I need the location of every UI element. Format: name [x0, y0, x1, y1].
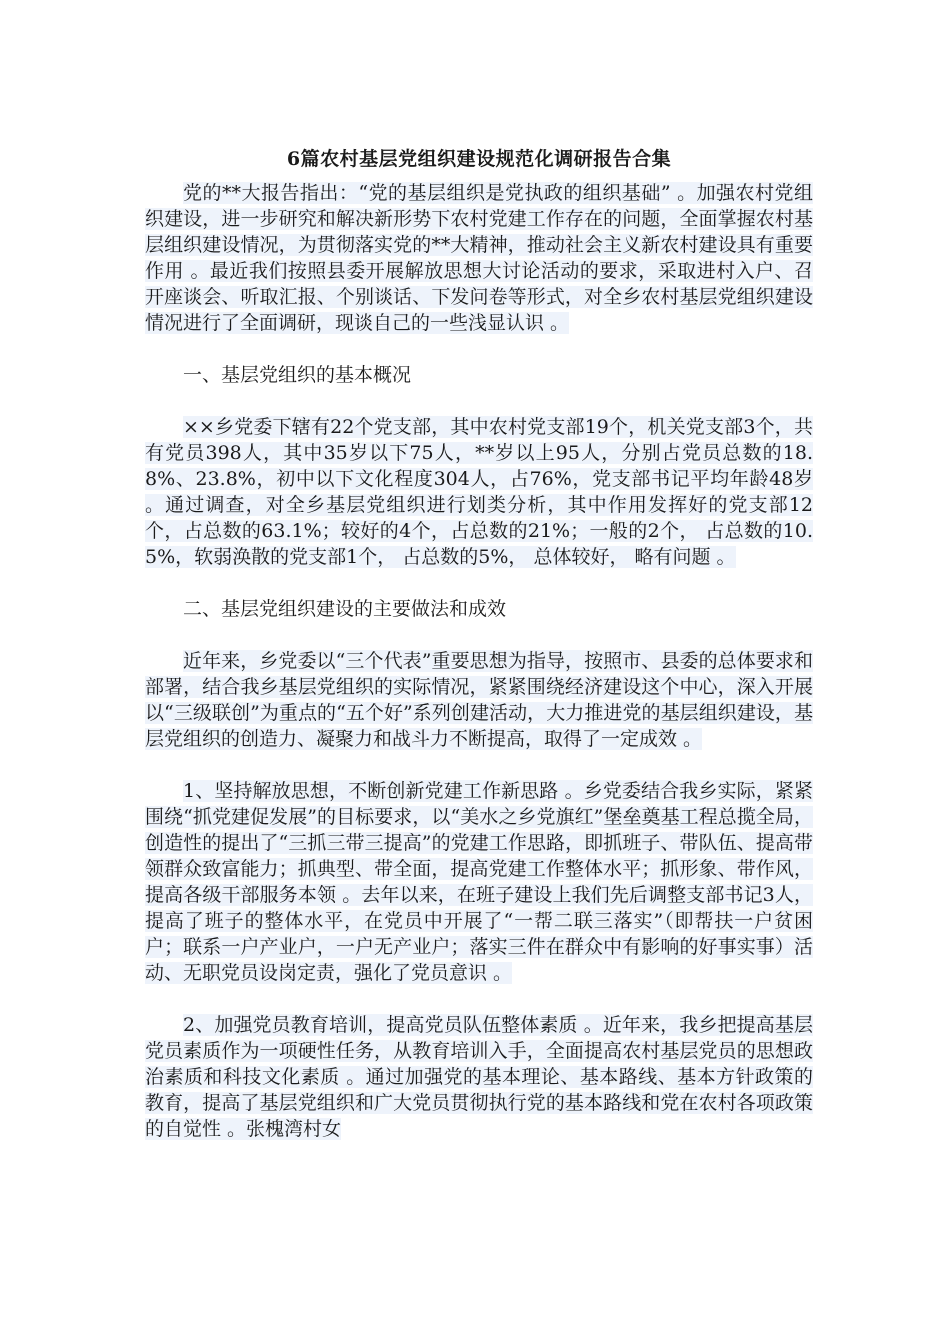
- paragraph-spacer: [145, 388, 813, 414]
- practice-paragraph: [145, 648, 813, 752]
- intro-paragraph: [145, 180, 813, 336]
- point-1-text: 1、坚持解放思想，不断创新党建工作新思路 。乡党委结合我乡实际，紧紧围绕“抓党建促发展”的目标要求，以“美水之乡党旗红”堡垒奠基工程总揽全局，创造性的提出了“三抓三带三提高”的党建工作思路，即抓班子、带队伍、提高带领群众致富能力；抓典型、带全面，提高党建工作整体水平；抓形象、带作风，提高各级干部服务本领 。去年以来，在班子建设上我们先后调整支部书记3人，提高了班子的整体水平，在党员中开展了“一帮二联三落实”（即帮扶一户贫困户；联系一户产业户，一户无产业户；落实三件在群众中有影响的好事实事）活动、无职党员设岗定责，强化了党员意识 。: [145, 780, 813, 984]
- section-heading-overview: 一、基层党组织的基本概况: [183, 364, 412, 386]
- document-page: [145, 140, 813, 1142]
- practice-text: 近年来，乡党委以“三个代表”重要思想为指导，按照市、县委的总体要求和部署，结合我乡基层党组织的实际情况，紧紧围绕经济建设这个中心，深入开展以“三级联创”为重点的“五个好”系列创建活动，大力推进党的基层组织建设，基层党组织的创造力、凝聚力和战斗力不断提高，取得了一定成效 。: [145, 650, 813, 750]
- paragraph-spacer: [145, 752, 813, 778]
- overview-text: ××乡党委下辖有22个党支部，其中农村党支部19个，机关党支部3个，共有党员398人，其中35岁以下75人，**岁以上95人，分别占党员总数的18.8%、23.8%，初中以下文化程度304人，占76%，党支部书记平均年龄48岁 。通过调查，对全乡基层党组织进行划类分析，其中作用发挥好的党支部12个，占总数的63.1%；较好的4个，占总数的21%；一般的2个， 占总数的10.5%，软弱涣散的党支部1个， 占总数的5%， 总体较好， 略有问题 。: [145, 416, 813, 568]
- overview-paragraph: [145, 414, 813, 570]
- paragraph-spacer: [145, 336, 813, 362]
- point-2-paragraph: [145, 1012, 813, 1142]
- paragraph-spacer: [145, 986, 813, 1012]
- intro-text: 党的**大报告指出：“党的基层组织是党执政的组织基础” 。加强农村党组织建设，进一步研究和解决新形势下农村党建工作存在的问题，全面掌握农村基层组织建设情况，为贯彻落实党的**大精神，推动社会主义新农村建设具有重要作用 。最近我们按照县委开展解放思想大讨论活动的要求，采取进村入户、召开座谈会、听取汇报、个别谈话、下发问卷等形式，对全乡农村基层党组织建设情况进行了全面调研，现谈自己的一些浅显认识 。: [145, 182, 813, 334]
- paragraph-spacer: [145, 570, 813, 596]
- section-heading-practice: 二、基层党组织建设的主要做法和成效: [183, 598, 507, 620]
- point-1-paragraph: [145, 778, 813, 986]
- paragraph-spacer: [145, 622, 813, 648]
- point-2-text: 2、加强党员教育培训，提高党员队伍整体素质 。近年来，我乡把提高基层党员素质作为一项硬性任务，从教育培训入手，全面提高农村基层党员的思想政治素质和科技文化素质 。通过加强党的基本理论、基本路线、基本方针政策的教育，提高了基层党组织和广大党员贯彻执行党的基本路线和党在农村各项政策的自觉性 。张槐湾村女: [145, 1014, 813, 1140]
- document-title: 6篇农村基层党组织建设规范化调研报告合集: [286, 148, 672, 170]
